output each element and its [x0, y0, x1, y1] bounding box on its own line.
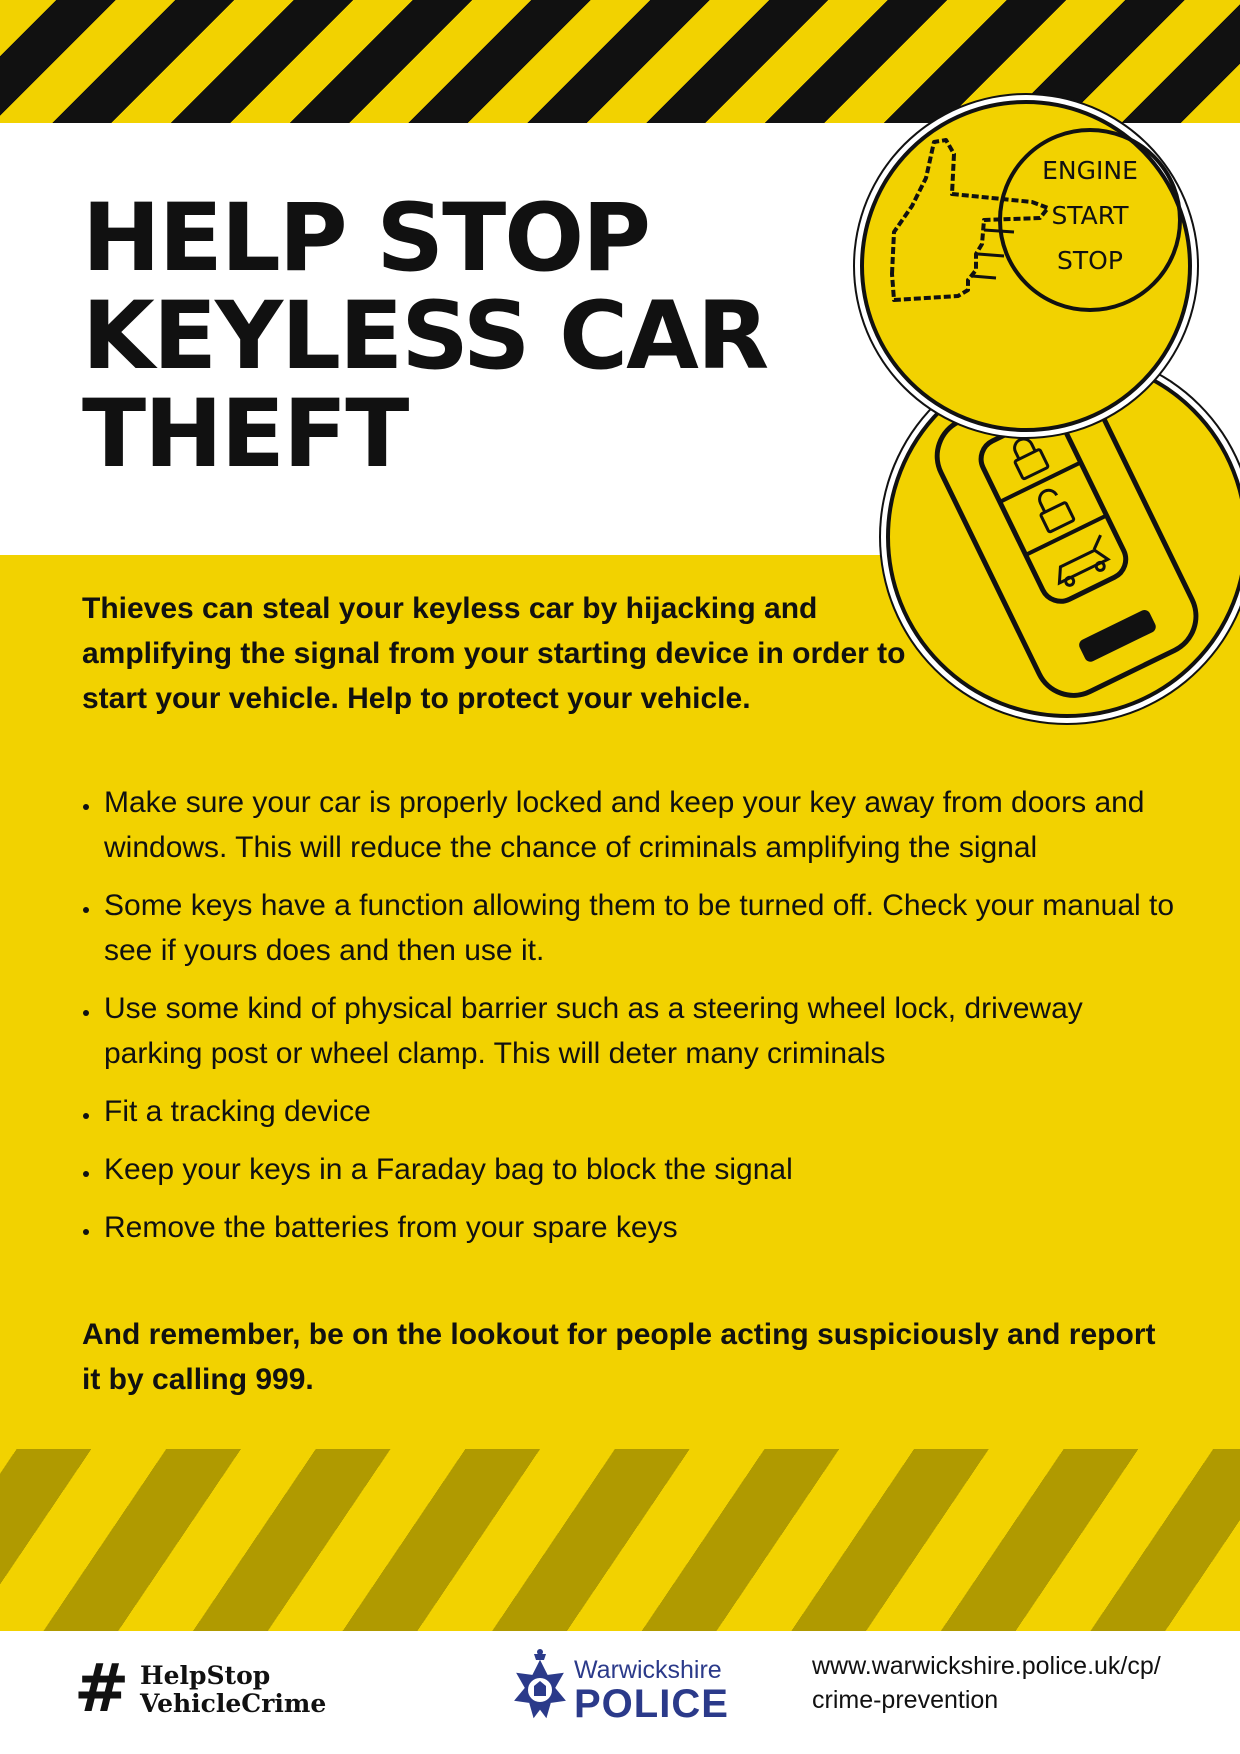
stop-label: STOP	[1057, 246, 1123, 275]
page-title	[82, 184, 768, 489]
list-item: Keep your keys in a Faraday bag to block the signal	[82, 1147, 1182, 1192]
hashtag-logo	[74, 1650, 364, 1730]
police-logo	[510, 1646, 750, 1736]
title-line-2: KEYLESS CAR	[82, 282, 768, 391]
list-item: Make sure your car is properly locked and keep your key away from doors and windows. This will reduce the chance of criminals amplifying the signal	[82, 780, 1182, 870]
engine-button-label	[1000, 148, 1180, 283]
hashtag-line-1: HelpStop	[140, 1661, 271, 1690]
title-line-1: HELP STOP	[82, 184, 650, 293]
intro-text: Thieves can steal your keyless car by hijacking and amplifying the signal from your starting device in order to start your vehicle. Help to protect your vehicle.	[82, 592, 906, 715]
list-item: Remove the batteries from your spare keys	[82, 1205, 1182, 1250]
start-label: START	[1051, 201, 1129, 230]
closing-text: And remember, be on the lookout for people acting suspiciously and report it by calling 999.	[82, 1318, 1156, 1396]
police-crest-icon	[510, 1646, 570, 1732]
engine-label: ENGINE	[1042, 156, 1138, 185]
hashtag-text	[140, 1662, 326, 1718]
hashtag-line-2: VehicleCrime	[140, 1689, 327, 1718]
list-item: Use some kind of physical barrier such as a steering wheel lock, driveway parking post or wheel clamp. This will deter many criminals	[82, 986, 1182, 1076]
engine-start-illustration	[860, 100, 1192, 432]
tips-list	[82, 780, 1182, 1263]
police-name-label: POLICE	[574, 1682, 729, 1726]
url-line-2[interactable]: crime-prevention	[812, 1686, 999, 1714]
title-line-3: THEFT	[82, 380, 408, 489]
police-region-label: Warwickshire	[574, 1656, 722, 1684]
bottom-hazard-stripes	[0, 1449, 1240, 1631]
hash-icon: #	[74, 1649, 130, 1727]
footer-url[interactable]	[812, 1649, 1212, 1717]
list-item: Fit a tracking device	[82, 1089, 1182, 1134]
url-line-1[interactable]: www.warwickshire.police.uk/cp/	[812, 1652, 1161, 1680]
list-item: Some keys have a function allowing them to be turned off. Check your manual to see if yours does and then use it.	[82, 883, 1182, 973]
